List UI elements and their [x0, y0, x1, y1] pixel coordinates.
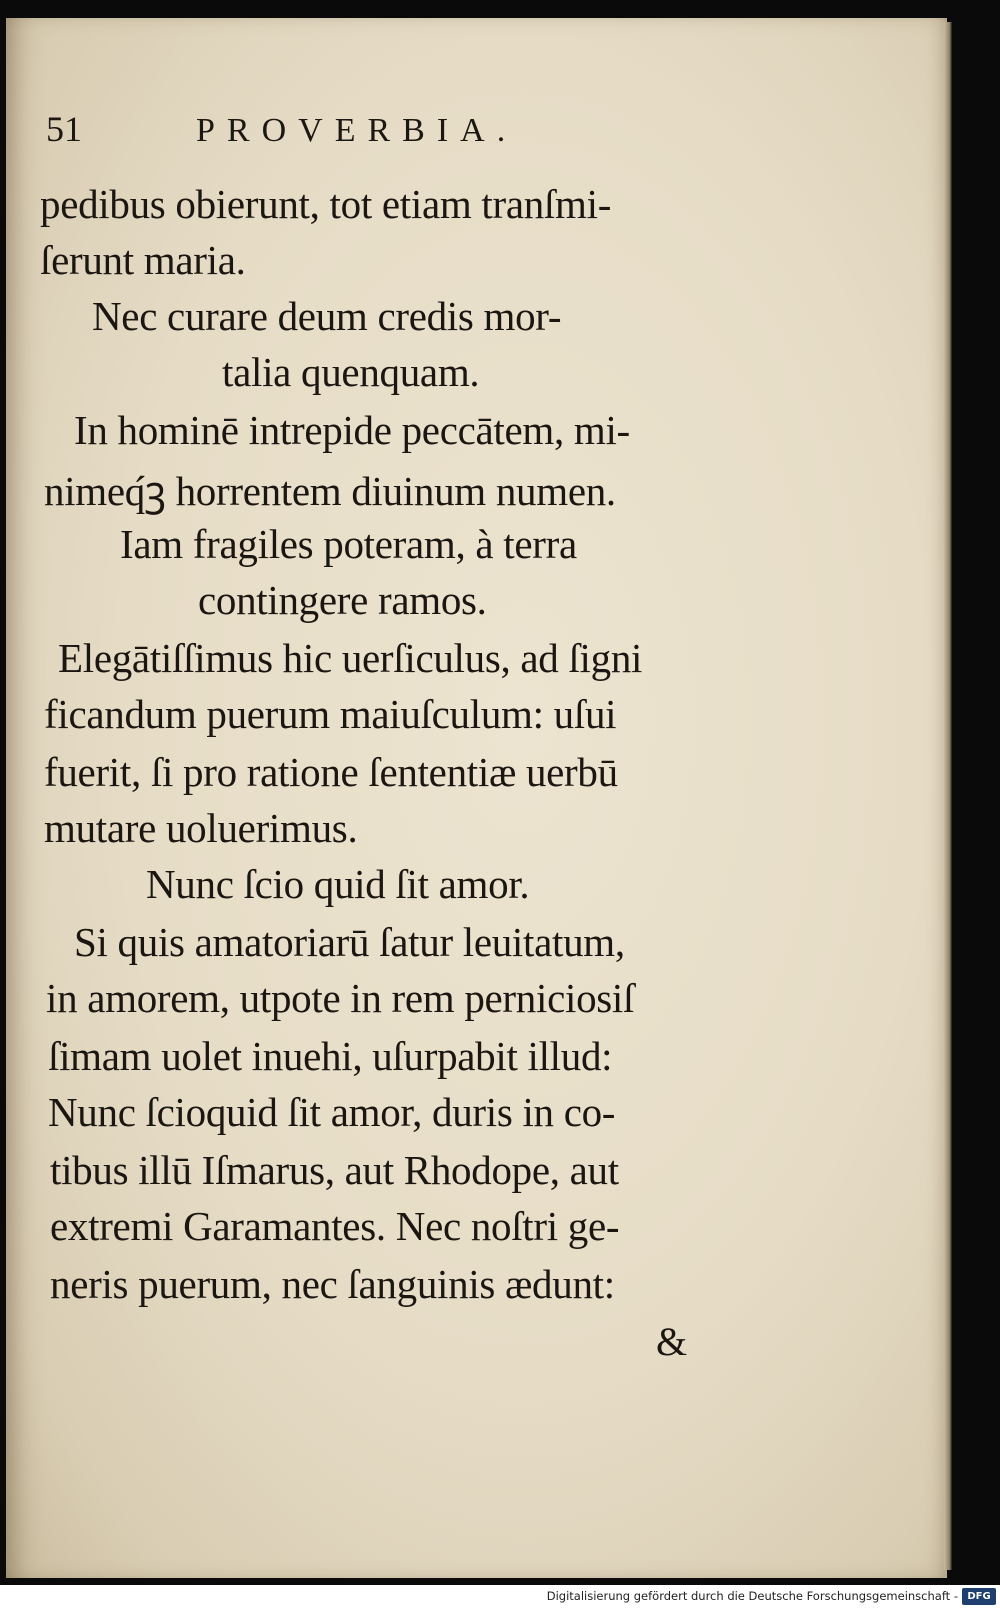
page-number: 51 — [46, 109, 82, 149]
text-line: In hominē intrepide peccātem, mi- — [74, 407, 630, 453]
text-line: pedibus obierunt, tot etiam tranſmi- — [40, 181, 612, 227]
text-line: Si quis amatoriarū ſatur leuitatum, — [74, 919, 625, 965]
verse-line: contingere ramos. — [198, 577, 487, 623]
text-line: ficandum puerum maiuſculum: uſui — [44, 691, 617, 737]
text-line: ſimam uolet inuehi, uſurpabit illud: — [48, 1033, 613, 1079]
dfg-logo: DFG — [962, 1588, 996, 1605]
text-line: mutare uoluerimus. — [44, 805, 358, 851]
running-head: PROVERBIA. — [196, 112, 518, 149]
footer-credit-bar — [0, 1585, 1000, 1610]
verse-line: Nec curare deum credis mor- — [92, 293, 562, 339]
verse-line: talia quenquam. — [222, 349, 480, 395]
text-line: neris puerum, nec ſanguinis ædunt: — [50, 1261, 615, 1307]
catchword: & — [656, 1319, 687, 1364]
text-line: Elegātiſſimus hic uerſiculus, ad ſigni — [58, 635, 643, 681]
book-page — [6, 18, 947, 1578]
text-line: extremi Garamantes. Nec noſtri ge- — [50, 1203, 620, 1249]
verse-line: Iam fragiles poteram, à terra — [120, 521, 577, 567]
text-line: in amorem, utpote in rem perniciosiſ — [46, 975, 635, 1021]
text-line: nimeq́ꝫ horrentem diuinum numen. — [44, 468, 616, 514]
page-header — [46, 108, 706, 158]
text-line: tibus illū Iſmarus, aut Rhodope, aut — [50, 1147, 619, 1193]
funding-credit: Digitalisierung gefördert durch die Deutsche Forschungsgemeinschaft - — [546, 1589, 958, 1603]
text-line: fuerit, ſi pro ratione ſententiæ uerbū — [44, 749, 618, 795]
text-line: ſerunt maria. — [40, 237, 246, 283]
page-edge — [944, 22, 952, 1570]
text-line: Nunc ſcioquid ſit amor, duris in co- — [48, 1089, 616, 1135]
proverb-heading: Nunc ſcio quid ſit amor. — [146, 861, 530, 907]
